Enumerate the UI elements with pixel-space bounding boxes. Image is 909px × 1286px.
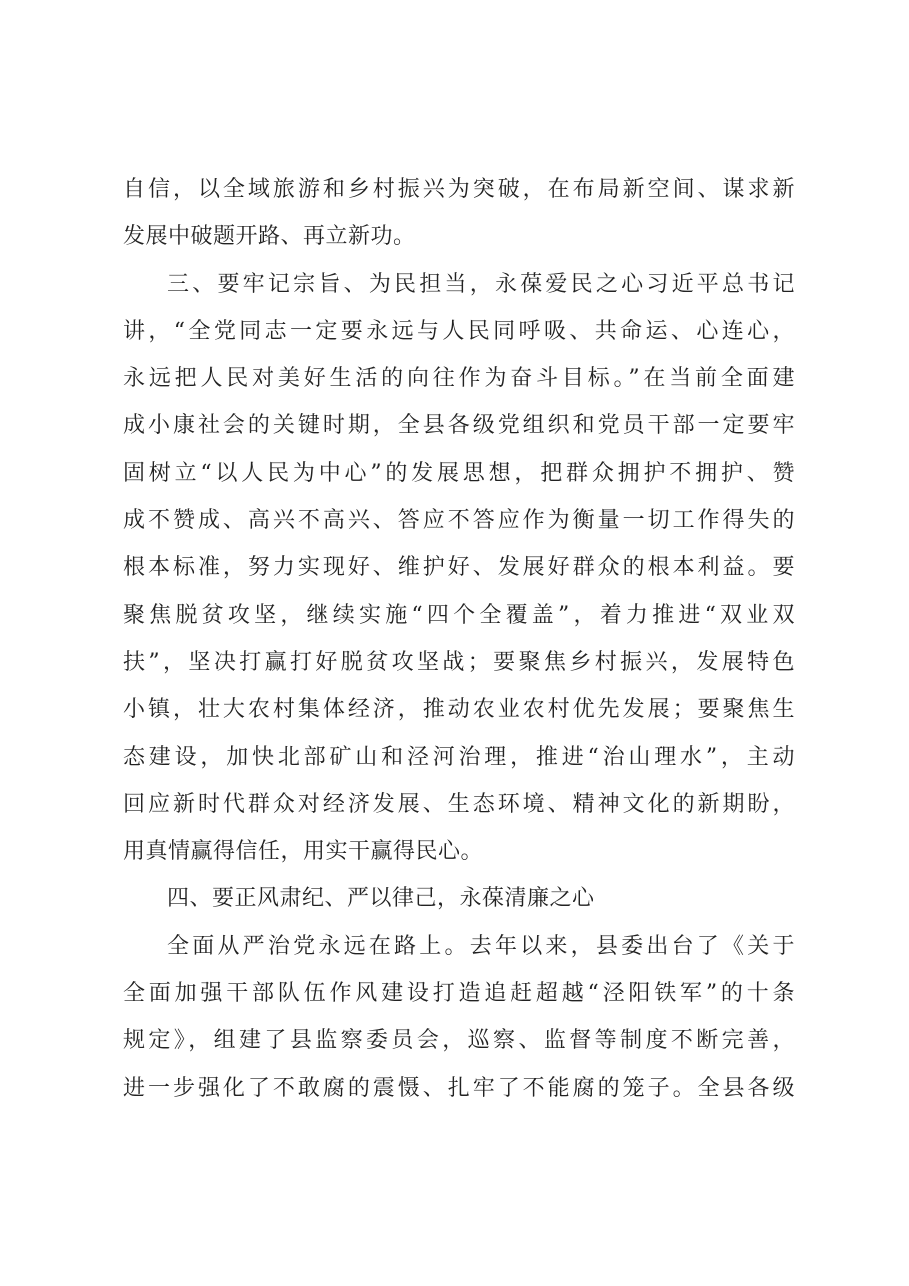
text-line: 固树立“以人民为中心”的发展思想，把群众拥护不拥护、赞 bbox=[123, 460, 795, 486]
section-heading-4: 四、要正风肃纪、严以律己，永葆清廉之心 bbox=[167, 886, 595, 912]
text-line: 全面从严治党永远在路上。去年以来，县委出台了《关于 bbox=[167, 933, 795, 959]
text-line: 讲，“全党同志一定要永远与人民同呼吸、共命运、心连心， bbox=[123, 318, 795, 344]
text-line: 发展中破题开路、再立新功。 bbox=[123, 224, 416, 250]
text-line: 回应新时代群众对经济发展、生态环境、精神文化的新期盼， bbox=[123, 791, 795, 817]
text-line: 根本标准，努力实现好、维护好、发展好群众的根本利益。要 bbox=[123, 555, 795, 581]
text-line: 用真情赢得信任，用实干赢得民心。 bbox=[123, 839, 484, 865]
text-line: 全面加强干部队伍作风建设打造追赶超越“泾阳铁军”的十条 bbox=[123, 981, 795, 1007]
text-line: 成不赞成、高兴不高兴、答应不答应作为衡量一切工作得失的 bbox=[123, 508, 795, 534]
text-line: 聚焦脱贫攻坚，继续实施“四个全覆盖”，着力推进“双业双 bbox=[123, 602, 795, 628]
section-heading-3: 三、要牢记宗旨、为民担当，永葆爱民之心习近平总书记 bbox=[167, 271, 795, 297]
text-line: 永远把人民对美好生活的向往作为奋斗目标。”在当前全面建 bbox=[123, 366, 795, 392]
text-line: 小镇，壮大农村集体经济，推动农业农村优先发展；要聚焦生 bbox=[123, 697, 795, 723]
text-line: 规定》，组建了县监察委员会，巡察、监督等制度不断完善， bbox=[123, 1028, 795, 1054]
text-line: 成小康社会的关键时期，全县各级党组织和党员干部一定要牢 bbox=[123, 413, 795, 439]
text-line: 扶”，坚决打赢打好脱贫攻坚战；要聚焦乡村振兴，发展特色 bbox=[123, 649, 795, 675]
text-line: 进一步强化了不敢腐的震慑、扎牢了不能腐的笼子。全县各级 bbox=[123, 1075, 795, 1101]
document-body bbox=[123, 166, 795, 1112]
text-line: 自信，以全域旅游和乡村振兴为突破，在布局新空间、谋求新 bbox=[123, 177, 795, 202]
text-line: 态建设，加快北部矿山和泾河治理，推进“治山理水”，主动 bbox=[123, 744, 795, 770]
